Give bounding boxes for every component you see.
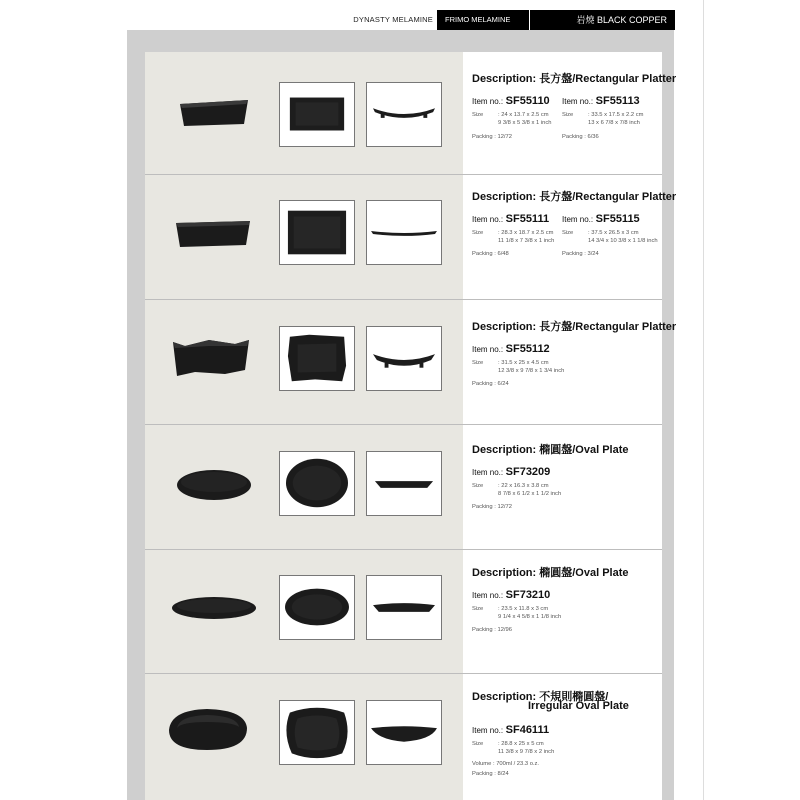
product-photo-top	[279, 200, 355, 265]
item-packing	[472, 770, 509, 778]
item-no-label: Item no.:	[472, 215, 504, 224]
size-cm: : 37.5 x 26.5 x 3 cm	[588, 230, 639, 236]
description-value: 橢圓盤/Oval Plate	[539, 567, 629, 579]
product-photo-side	[366, 82, 442, 147]
item-packing	[562, 250, 599, 258]
packing-label: Packing	[472, 627, 493, 633]
item-size	[472, 605, 561, 621]
product-photo-angle	[170, 455, 258, 515]
packing-label: Packing	[472, 251, 493, 257]
product-description	[472, 318, 676, 334]
product-description-english: Irregular Oval Plate	[528, 700, 629, 712]
item-no-value: SF55112	[505, 343, 550, 355]
item-number	[472, 343, 550, 355]
item-packing	[472, 250, 509, 258]
product-photo-top	[279, 575, 355, 640]
item-no-value: SF46111	[505, 724, 550, 736]
size-label: Size	[472, 606, 484, 612]
item-no-label: Item no.:	[472, 345, 504, 354]
item-no-label: Item no.:	[472, 97, 504, 106]
description-value: 橢圓盤/Oval Plate	[539, 444, 629, 456]
product-photo-side	[366, 451, 442, 516]
size-cm: : 24 x 13.7 x 2.5 cm	[498, 112, 549, 118]
packing-label: Packing	[472, 381, 493, 387]
item-no-value: SF73209	[505, 466, 551, 478]
item-no-label: Item no.:	[562, 215, 594, 224]
description-label: Description:	[472, 191, 537, 203]
product-photo-angle	[165, 330, 253, 390]
packing-label: Packing	[472, 134, 493, 140]
item-number	[472, 589, 550, 601]
product-description	[472, 441, 629, 457]
product-photo-angle	[170, 205, 258, 265]
packing-value: : 6/36	[584, 134, 599, 140]
packing-value: : 8/24	[494, 771, 509, 777]
nav-tab-frimo[interactable]: FRIMO MELAMINE	[437, 10, 530, 30]
size-cm: : 23.5 x 11.8 x 3 cm	[498, 606, 549, 612]
product-photo-side	[366, 575, 442, 640]
item-size	[472, 482, 561, 498]
product-photo-side	[366, 326, 442, 391]
size-cm: : 28.8 x 25 x 5 cm	[498, 741, 544, 747]
size-cm: : 22 x 16.3 x 3.8 cm	[498, 483, 549, 489]
size-inch: 11 1/8 x 7 3/8 x 1 inch	[498, 238, 555, 244]
product-description	[472, 564, 629, 580]
item-no-value: SF73210	[505, 589, 551, 601]
product-description	[472, 188, 676, 204]
size-inch: 13 x 6 7/8 x 7/8 inch	[588, 120, 640, 126]
volume-label: Volume	[472, 761, 492, 767]
item-size	[472, 111, 552, 127]
item-number	[472, 466, 550, 478]
size-label: Size	[472, 112, 484, 118]
item-size	[472, 740, 554, 756]
product-photo-side	[366, 700, 442, 765]
item-no-label: Item no.:	[472, 726, 504, 735]
size-label: Size	[562, 112, 574, 118]
item-size	[562, 229, 658, 245]
description-label: Description:	[472, 444, 537, 456]
size-cm: : 28.3 x 18.7 x 2.5 cm	[498, 230, 554, 236]
packing-value: : 6/24	[494, 381, 509, 387]
product-photo-angle	[170, 82, 258, 142]
description-value: 長方盤/Rectangular Platter	[539, 73, 677, 85]
size-inch: 9 3/8 x 5 3/8 x 1 inch	[498, 120, 552, 126]
item-packing	[472, 503, 512, 511]
packing-value: : 12/72	[494, 134, 512, 140]
size-cm: : 31.5 x 25 x 4.5 cm	[498, 360, 549, 366]
size-label: Size	[472, 741, 484, 747]
item-no-value: SF55111	[505, 213, 550, 225]
volume-value: : 700ml / 23.3 o.z.	[492, 761, 540, 767]
size-inch: 12 3/8 x 9 7/8 x 1 3/4 inch	[498, 368, 565, 374]
item-size	[562, 111, 643, 127]
size-label: Size	[472, 360, 484, 366]
product-photo-top	[279, 326, 355, 391]
description-value: 長方盤/Rectangular Platter	[539, 321, 677, 333]
item-volume	[472, 760, 539, 768]
item-no-label: Item no.:	[472, 591, 504, 600]
row-divider	[145, 299, 662, 300]
product-image-panel	[145, 52, 463, 800]
product-photo-top	[279, 82, 355, 147]
item-number	[562, 213, 640, 225]
size-label: Size	[562, 230, 574, 236]
description-value: 不規則橢圓盤/	[539, 691, 609, 703]
item-no-label: Item no.:	[472, 468, 504, 477]
item-number	[472, 95, 550, 107]
description-label: Description:	[472, 691, 537, 703]
item-packing	[562, 133, 599, 141]
product-description	[472, 70, 676, 86]
row-divider	[145, 549, 662, 550]
size-inch: 11 3/8 x 9 7/8 x 2 inch	[498, 749, 555, 755]
item-number	[562, 95, 640, 107]
packing-value: : 3/24	[584, 251, 599, 257]
item-number	[472, 213, 549, 225]
description-label: Description:	[472, 73, 537, 85]
size-inch: 9 1/4 x 4 5/8 x 1 1/8 inch	[498, 614, 562, 620]
row-divider	[145, 174, 662, 175]
item-size	[472, 229, 554, 245]
product-photo-angle	[163, 700, 251, 760]
packing-label: Packing	[472, 771, 493, 777]
item-no-value: SF55110	[505, 95, 550, 107]
item-packing	[472, 133, 512, 141]
item-no-value: SF55113	[595, 95, 640, 107]
packing-label: Packing	[472, 504, 493, 510]
packing-label: Packing	[562, 251, 583, 257]
size-cm: : 33.5 x 17.5 x 2.2 cm	[588, 112, 644, 118]
packing-value: : 12/96	[494, 627, 512, 633]
product-photo-angle	[170, 578, 258, 638]
size-label: Size	[472, 230, 484, 236]
size-inch: 8 7/8 x 6 1/2 x 1 1/2 inch	[498, 491, 562, 497]
row-divider	[145, 673, 662, 674]
top-navigation	[290, 10, 675, 30]
item-no-label: Item no.:	[562, 97, 594, 106]
packing-value: : 12/72	[494, 504, 512, 510]
size-label: Size	[472, 483, 484, 489]
size-inch: 14 3/4 x 10 3/8 x 1 1/8 inch	[588, 238, 658, 244]
description-value: 長方盤/Rectangular Platter	[539, 191, 677, 203]
item-no-value: SF55115	[595, 213, 640, 225]
packing-value: : 6/48	[494, 251, 509, 257]
product-photo-top	[279, 451, 355, 516]
packing-label: Packing	[562, 134, 583, 140]
item-size	[472, 359, 564, 375]
product-photo-side	[366, 200, 442, 265]
item-packing	[472, 626, 512, 634]
page-edge-divider	[703, 0, 704, 800]
description-label: Description:	[472, 321, 537, 333]
product-photo-top	[279, 700, 355, 765]
row-divider	[145, 424, 662, 425]
nav-tab-dynasty[interactable]: DYNASTY MELAMINE	[290, 10, 437, 30]
nav-tab-black-copper[interactable]: 岩燒 BLACK COPPER	[530, 10, 675, 30]
item-packing	[472, 380, 509, 388]
description-label: Description:	[472, 567, 537, 579]
item-number	[472, 724, 549, 736]
